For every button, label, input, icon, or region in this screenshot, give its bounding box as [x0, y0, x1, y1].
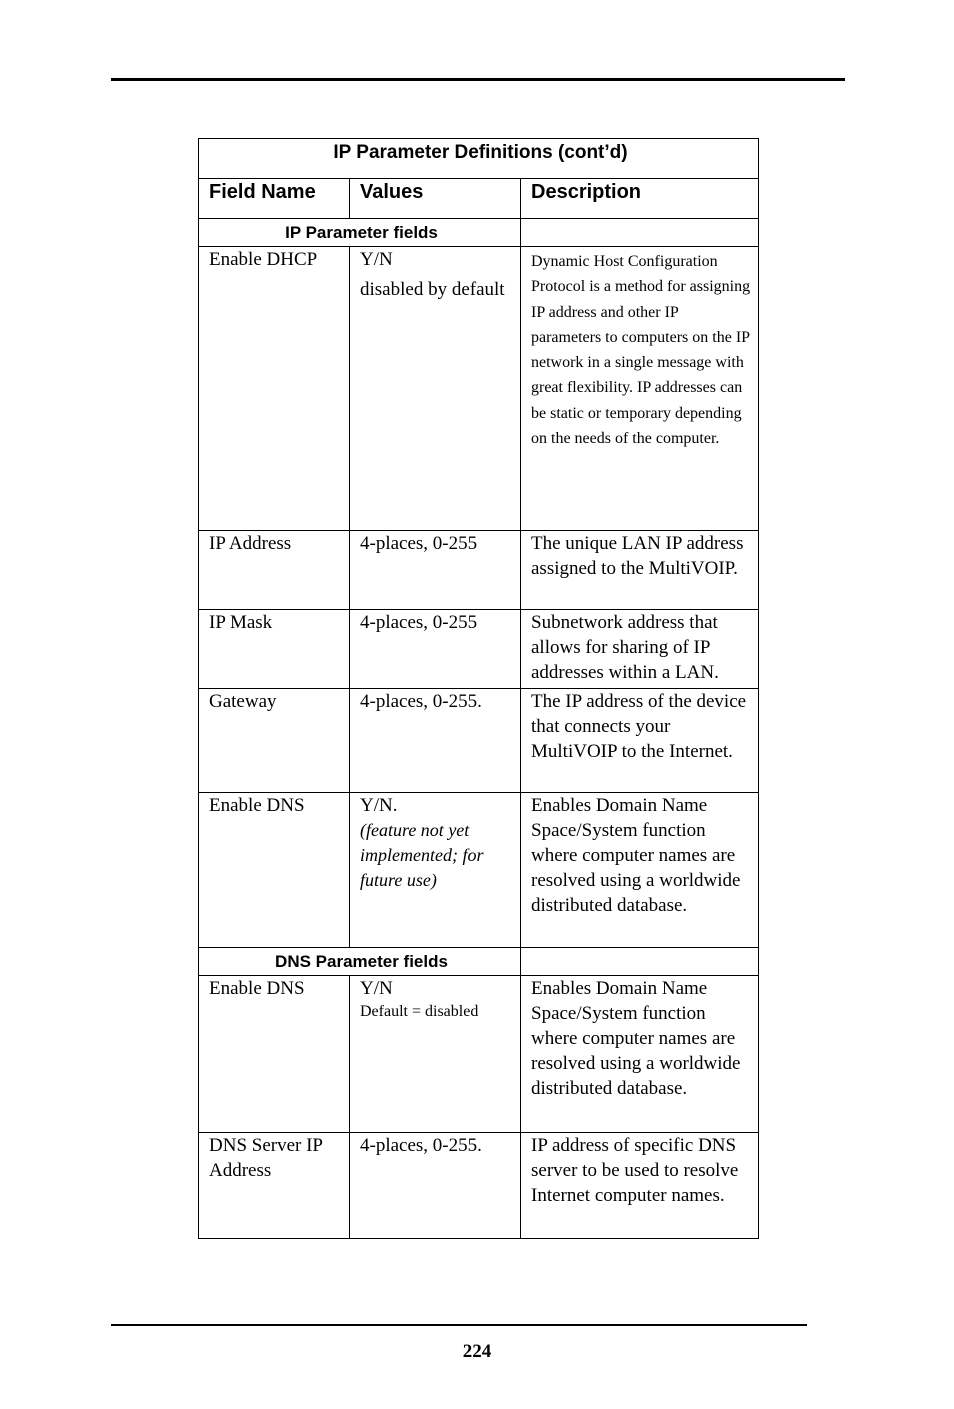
description-cell: IP address of specific DNS server to be used to resolve Internet computer names. — [521, 1133, 759, 1239]
section-row-ip — [199, 219, 759, 247]
table-row — [199, 793, 759, 948]
section-empty-cell — [521, 948, 759, 976]
field-name-cell: IP Address — [199, 531, 350, 610]
section-label-ip: IP Parameter fields — [199, 219, 521, 247]
description-cell: Enables Domain Name Space/System function where computer names are resolved using a worldwide distributed database. — [521, 976, 759, 1133]
table-title-row — [199, 139, 759, 179]
value-primary: Y/N — [360, 978, 393, 999]
field-name-cell: Gateway — [199, 689, 350, 793]
field-name-cell: DNS Server IP Address — [199, 1133, 350, 1239]
table-row — [199, 531, 759, 610]
values-cell: 4-places, 0-255. — [350, 689, 521, 793]
description-cell: Subnetwork address that allows for sharing of IP addresses within a LAN. — [521, 610, 759, 689]
values-cell: 4-places, 0-255 — [350, 610, 521, 689]
table-header-row — [199, 179, 759, 219]
table-title: IP Parameter Definitions (cont’d) — [199, 139, 759, 179]
table-row — [199, 689, 759, 793]
value-primary: Y/N. — [360, 795, 398, 816]
values-cell: 4-places, 0-255. — [350, 1133, 521, 1239]
values-cell — [350, 976, 521, 1133]
description-cell: The unique LAN IP address assigned to the MultiVOIP. — [521, 531, 759, 610]
value-note: (feature not yet implemented; for future use) — [360, 820, 484, 890]
section-empty-cell — [521, 219, 759, 247]
field-name-cell: IP Mask — [199, 610, 350, 689]
table-row — [199, 247, 759, 531]
section-row-dns — [199, 948, 759, 976]
value-default: Default = disabled — [360, 1003, 479, 1020]
page-number: 224 — [462, 1341, 492, 1362]
footer-rule — [111, 1324, 807, 1326]
column-header-values: Values — [350, 179, 521, 219]
value-secondary: disabled by default — [360, 279, 505, 300]
column-header-description: Description — [521, 179, 759, 219]
section-label-dns: DNS Parameter fields — [199, 948, 521, 976]
values-cell — [350, 793, 521, 948]
table-row — [199, 976, 759, 1133]
field-name-cell: Enable DNS — [199, 793, 350, 948]
description-cell: The IP address of the device that connects your MultiVOIP to the Internet. — [521, 689, 759, 793]
description-cell: Dynamic Host Configuration Protocol is a method for assigning IP address and other IP parameters to computers on the IP network in a single message with great flexibility. IP addresses can be static or temporary depending on the needs of the computer. — [521, 247, 759, 531]
field-name-cell: Enable DHCP — [199, 247, 350, 531]
column-header-field: Field Name — [199, 179, 350, 219]
value-primary: Y/N — [360, 249, 393, 270]
table-row — [199, 1133, 759, 1239]
table-row — [199, 610, 759, 689]
header-rule — [111, 78, 845, 81]
values-cell: 4-places, 0-255 — [350, 531, 521, 610]
description-cell: Enables Domain Name Space/System function where computer names are resolved using a worldwide distributed database. — [521, 793, 759, 948]
values-cell — [350, 247, 521, 531]
ip-parameter-table — [198, 138, 759, 1239]
field-name-cell: Enable DNS — [199, 976, 350, 1133]
